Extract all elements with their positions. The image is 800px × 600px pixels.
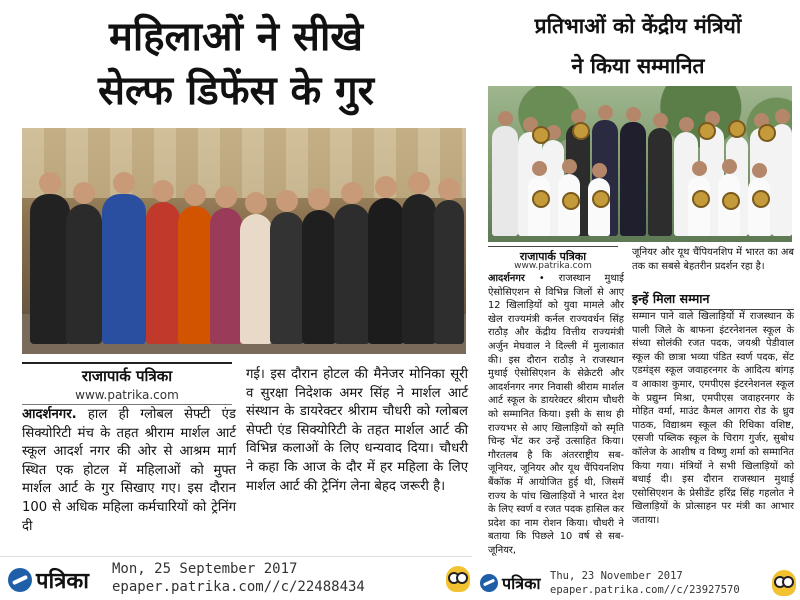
left-body-column-1 [22, 406, 236, 536]
left-photo-credit: राजापार्क पत्रिका [81, 367, 173, 385]
left-headline-line2: सेल्फ डिफेंस के गुर [97, 68, 375, 114]
right-article-photo [488, 86, 792, 242]
right-photo-credit: राजापार्क पत्रिका [488, 246, 618, 264]
right-footer-date: Thu, 23 November 2017 [550, 570, 683, 582]
left-footer-logo[interactable] [8, 565, 89, 595]
right-footer-logo[interactable] [480, 572, 541, 594]
right-headline-line1: प्रतिभाओं को केंद्रीय मंत्रियों [534, 14, 742, 38]
left-footer [0, 556, 472, 600]
right-subhead: इन्हें मिला सम्मान [632, 290, 794, 310]
left-headline-line1: महिलाओं ने सीखे [108, 14, 364, 60]
left-article-photo [22, 128, 466, 354]
left-body-column-2: गई। इस दौरान होटल की मैनेजर मोनिका सूरी व सुरक्षा निदेशक अमर सिंह ने मार्शल आर्ट संस्थान के डायरेक्टर श्रीराम चौधरी को ग्लोबल सेफ्टी एंड सिक्योरिटी के तहत मार्शल आर्ट की विभिन्न कलाओं के लिए धन्यवाद दिया। चौधरी ने कहा कि आज के दौर में हर महिला के लिए मार्शल आर्ट की ट्रेनिंग लेना बेहद जरूरी है। [246, 367, 468, 494]
right-body-column-2-top: जूनियर और यूथ चैंपियनशिप में भारत का अब तक का सबसे बेहतरीन प्रदर्शन रहा है। [632, 247, 794, 272]
right-footer-url[interactable]: epaper.patrika.com//c/23927570 [550, 584, 740, 596]
right-col1-text: • राजस्थान मुथाई ऐसोसिएशन से विभिन्न जिलों से आए 12 खिलाड़ियों को युवा मामले और खेल राज्यमंत्री कर्नल राज्यवर्धन सिंह राठौड़ और केंद्रीय वित्तीय राज्यमंत्री अर्जुन मेघवाल ने दिल्ली में मुलाकात की। इस दौरान राठौड़ ने राजस्थान मुथाई ऐसोसिएशन के सेक्रेटरी और आदर्शनगर नगर निवासी श्रीराम मार्शल आर्ट स्कूल के डायरेक्टर श्रीराम चौधरी को सम्मानित किया। इसी के साथ ही राज्यभर से आए खिलाड़ियों को स्मृति चिन्ह भेंट कर उन्हें उत्साहित किया। गौरतलब है कि अंतरराष्ट्रीय सब-जूनियर, जूनियर और यूथ चैंपियनशिप बैंकॉक में आयोजित हुई थी, जिसमें राज्य के पांच खिलाड़ियों ने भारत देश के लिए स्वर्ण व रजत पदक हासिल कर प्रदेश का नाम रोशन किया। चौधरी ने बताया कि पिछले 10 वर्ष से सब-जूनियर, [488, 273, 624, 556]
right-footer [476, 568, 800, 600]
right-headline-line2: ने किया सम्मानित [571, 54, 705, 78]
left-headline [16, 10, 456, 118]
patrika-logo-icon [480, 574, 498, 592]
left-footer-date: Mon, 25 September 2017 [112, 561, 298, 577]
patrika-logo-icon [8, 568, 32, 592]
right-body-column-1 [488, 272, 624, 557]
left-dateline: आदर्शनगर. [22, 407, 77, 422]
left-footer-url[interactable]: epaper.patrika.com//c/22488434 [112, 579, 365, 595]
right-website: www.patrika.com [514, 261, 592, 271]
right-body-column-2: सम्मान पाने वाले खिलाड़ियों में राजस्थान के पाली जिले के बाफना इंटरनेशनल स्कूल के संध्या सोलंकी रजत पदक, जयश्री पेडीवाल स्कूल की छात्रा भव्या पंडित स्वर्ण पदक, सेंट एडमंड्स स्कूल जवाहरनगर के आदित्य बांगड़ व आकाश कुमार, एमपीएस इंटरनेशनल स्कूल के प्रद्युम्न मिश्रा, एमपीएस जवाहरनगर के मोहित वर्मा, माउंट कैमल आगरा रोड के ध्रुव पाठक, विद्याश्रम स्कूल की रिधिका वशिष्ट, एसजी पब्लिक स्कूल के चिराग गुर्जर, सुबोध कॉलेज के आशीष व विष्णु शर्मा को सम्मानित किया गया। मंत्रियों ने सभी खिलाड़ियों को बधाई दी। इस दौरान राजस्थान मुथाई एसोसिएशन के प्रेसीडेंट हरिंद्र सिंह गहलोत ने खिलाड़ियों के प्रोत्साहन पर मंत्री का आभार जताया। [632, 311, 794, 526]
right-dateline: आदर्शनगर [488, 273, 525, 284]
left-website: www.patrika.com [22, 388, 232, 405]
left-logo-word: पत्रिका [36, 569, 89, 594]
right-clipping [476, 0, 800, 600]
right-headline [484, 6, 792, 86]
left-credit-rule [22, 362, 232, 364]
owl-mascot-icon [446, 566, 470, 592]
owl-mascot-icon [772, 570, 796, 596]
right-logo-word: पत्रिका [502, 574, 541, 593]
left-col1-text: हाल ही ग्लोबल सेफ्टी एंड सिक्योरिटी मंच के तहत श्रीराम मार्शल आर्ट स्कूल आदर्श नगर की ओर से आश्रम मार्ग स्थित एक होटल में महिलाओं को मुफ्त मार्शल आर्ट के गुर सिखाए गए। इस दौरान 100 से अधिक महिला कर्मचारियों को ट्रेनिंग दी [22, 407, 236, 534]
